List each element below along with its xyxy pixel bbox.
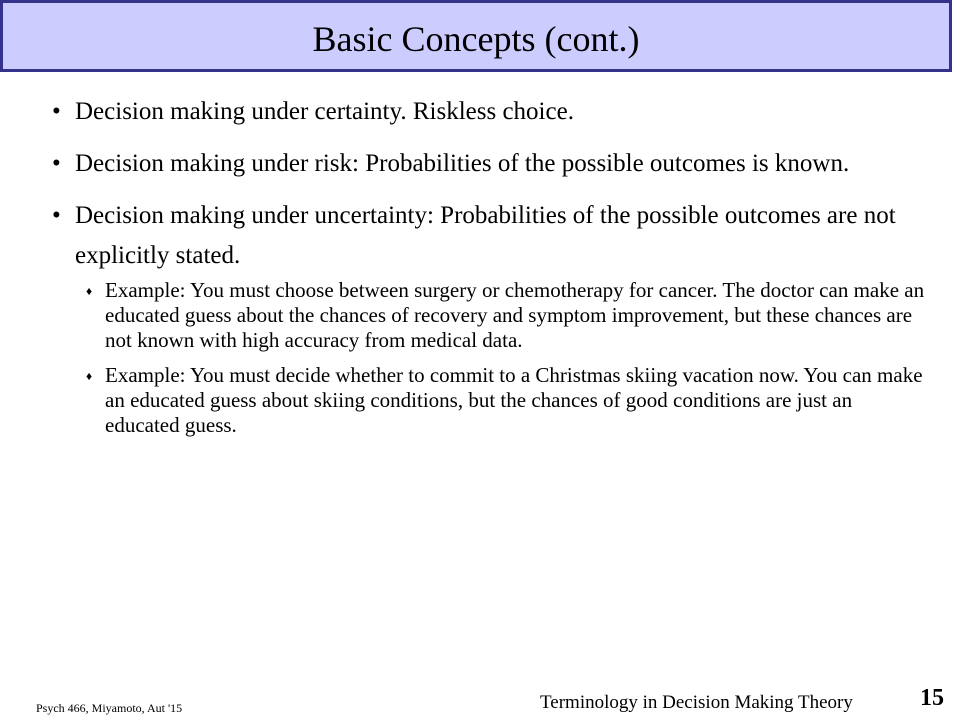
- footer-topic: Terminology in Decision Making Theory: [540, 692, 853, 713]
- slide-title: Basic Concepts (cont.): [312, 19, 640, 59]
- bullet-text: Decision making under certainty. Riskless choice.: [75, 98, 574, 125]
- title-bar: [0, 0, 952, 72]
- sub-bullet-item: [48, 363, 928, 438]
- sub-bullet-item: [48, 278, 928, 353]
- sub-bullet-text: Example: You must decide whether to commit to a Christmas skiing vacation now. You can make an educated guess about skiing conditions, but the chances of good conditions are just an educated guess.: [105, 363, 923, 437]
- bullet-item: [48, 144, 928, 184]
- sub-bullet-text: Example: You must choose between surgery or chemotherapy for cancer. The doctor can make an educated guess about the chances of recovery and symptom improvement, but these chances are not known with high accuracy from medical data.: [105, 278, 925, 352]
- bullet-icon: •: [52, 98, 61, 125]
- diamond-bullet-icon: ♦: [86, 369, 93, 383]
- bullet-icon: •: [52, 150, 61, 177]
- slide-content: [48, 92, 928, 448]
- bullet-text: Decision making under risk: Probabilities of the possible outcomes is known.: [75, 150, 850, 177]
- bullet-text: Decision making under uncertainty: Probabilities of the possible outcomes are not explicitly stated.: [75, 202, 896, 269]
- bullet-icon: •: [52, 202, 61, 229]
- page-number: 15: [920, 685, 944, 711]
- bullet-item: [48, 196, 928, 276]
- footer-course: Psych 466, Miyamoto, Aut '15: [36, 701, 183, 715]
- diamond-bullet-icon: ♦: [86, 284, 93, 298]
- bullet-item: [48, 92, 928, 132]
